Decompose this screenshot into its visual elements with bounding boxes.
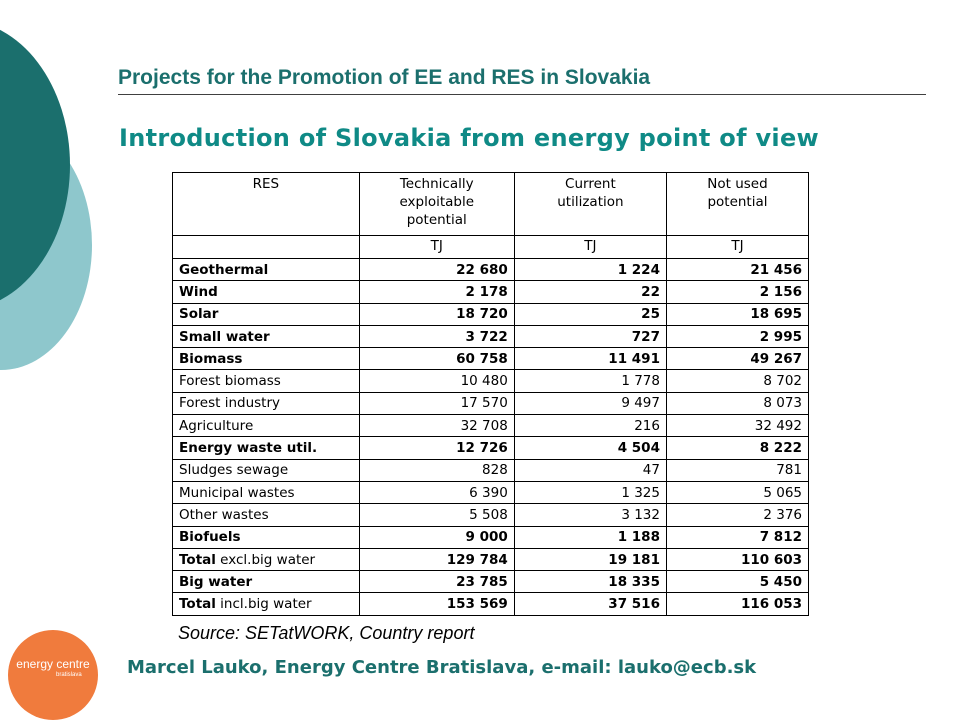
row-value: 11 491: [514, 348, 666, 370]
row-value: 22 680: [359, 259, 514, 281]
row-label-suffix: excl.big water: [215, 551, 316, 568]
row-label-text: Energy waste util.: [179, 440, 318, 457]
row-label-text: Forest biomass: [179, 373, 281, 390]
row-label-text: Biomass: [179, 350, 243, 367]
table-row: [173, 348, 809, 370]
source-note: Source: SETatWORK, Country report: [178, 623, 475, 643]
row-value: 18 720: [359, 303, 514, 325]
table-row: [173, 370, 809, 392]
table-row: [173, 593, 809, 615]
row-value: 4 504: [514, 437, 666, 459]
row-value: 9 497: [514, 392, 666, 414]
row-label-text: Total: [179, 596, 216, 613]
row-value: 1 224: [514, 259, 666, 281]
slide-header-title: Projects for the Promotion of EE and RES in Slovakia: [118, 66, 651, 89]
row-value: 6 390: [359, 481, 514, 503]
row-value: 23 785: [359, 571, 514, 593]
row-value: 8 073: [666, 392, 808, 414]
row-label: [173, 504, 360, 526]
row-value: 129 784: [359, 548, 514, 570]
row-label-text: Total: [179, 551, 216, 568]
table-row: [173, 303, 809, 325]
table-row: [173, 526, 809, 548]
units-cell: TJ: [359, 236, 514, 259]
row-value: 18 335: [514, 571, 666, 593]
row-value: 828: [359, 459, 514, 481]
column-header-line: utilization: [557, 194, 624, 210]
row-value: 116 053: [666, 593, 808, 615]
row-value: 5 065: [666, 481, 808, 503]
row-label: [173, 548, 360, 570]
row-label: [173, 281, 360, 303]
row-value: 8 222: [666, 437, 808, 459]
table-header-row: [173, 173, 809, 236]
row-label-text: Small water: [179, 328, 270, 345]
column-header-line: Not used: [707, 176, 768, 192]
row-value: 47: [514, 459, 666, 481]
row-label-text: Solar: [179, 306, 219, 323]
row-label: [173, 259, 360, 281]
row-value: 32 708: [359, 415, 514, 437]
table-row: [173, 481, 809, 503]
row-value: 1 188: [514, 526, 666, 548]
logo-text: energy centre: [16, 657, 90, 671]
row-value: 153 569: [359, 593, 514, 615]
units-cell: TJ: [514, 236, 666, 259]
row-value: 110 603: [666, 548, 808, 570]
row-label: [173, 348, 360, 370]
row-label-suffix: incl.big water: [215, 596, 312, 613]
row-value: 37 516: [514, 593, 666, 615]
row-label: [173, 370, 360, 392]
table-row: [173, 281, 809, 303]
row-label: [173, 437, 360, 459]
row-label: [173, 459, 360, 481]
header-divider: [118, 94, 926, 95]
row-value: 9 000: [359, 526, 514, 548]
row-label: [173, 481, 360, 503]
row-value: 2 178: [359, 281, 514, 303]
row-label-text: Wind: [179, 283, 218, 300]
row-value: 22: [514, 281, 666, 303]
row-label-text: Agriculture: [179, 417, 254, 434]
row-value: 25: [514, 303, 666, 325]
row-value: 5 450: [666, 571, 808, 593]
row-value: 2 156: [666, 281, 808, 303]
column-header-line: potential: [406, 212, 467, 228]
slide-subtitle: Introduction of Slovakia from energy point of view: [119, 124, 819, 152]
row-label: [173, 571, 360, 593]
energy-centre-logo: [8, 630, 98, 720]
row-value: 2 376: [666, 504, 808, 526]
logo-subtext: bratislava: [56, 672, 82, 678]
table-row: [173, 504, 809, 526]
row-value: 2 995: [666, 325, 808, 347]
table-units-row: [173, 236, 809, 259]
row-value: 12 726: [359, 437, 514, 459]
row-label: [173, 392, 360, 414]
row-value: 21 456: [666, 259, 808, 281]
row-label: [173, 325, 360, 347]
row-value: 5 508: [359, 504, 514, 526]
table-row: [173, 548, 809, 570]
row-value: 49 267: [666, 348, 808, 370]
row-label-text: Biofuels: [179, 529, 241, 546]
row-label: [173, 593, 360, 615]
table-row: [173, 392, 809, 414]
column-header-line: exploitable: [399, 194, 475, 210]
table-body: [173, 259, 809, 616]
footer-contact: Marcel Lauko, Energy Centre Bratislava, e-mail: lauko@ecb.sk: [127, 657, 757, 678]
column-header-technical-potential: [359, 173, 514, 236]
row-value: 18 695: [666, 303, 808, 325]
row-value: 8 702: [666, 370, 808, 392]
row-value: 216: [514, 415, 666, 437]
column-header-res-line: RES: [252, 176, 280, 192]
table-row: [173, 459, 809, 481]
row-value: 19 181: [514, 548, 666, 570]
row-value: 7 812: [666, 526, 808, 548]
units-cell: TJ: [666, 236, 808, 259]
column-header-current-utilization: [514, 173, 666, 236]
column-header-line: Current: [565, 176, 616, 192]
row-label-text: Forest industry: [179, 395, 281, 412]
table-row: [173, 571, 809, 593]
table-row: [173, 437, 809, 459]
row-label-text: Big water: [179, 573, 253, 590]
row-value: 32 492: [666, 415, 808, 437]
row-value: 1 325: [514, 481, 666, 503]
row-label: [173, 303, 360, 325]
res-potential-table: [172, 172, 809, 616]
table-row: [173, 259, 809, 281]
table-row: [173, 325, 809, 347]
row-value: 727: [514, 325, 666, 347]
column-header-line: potential: [707, 194, 768, 210]
row-label-text: Municipal wastes: [179, 484, 295, 501]
column-header-not-used-potential: [666, 173, 808, 236]
table-row: [173, 415, 809, 437]
row-label: [173, 526, 360, 548]
row-label-text: Other wastes: [179, 506, 269, 523]
row-value: 60 758: [359, 348, 514, 370]
row-value: 10 480: [359, 370, 514, 392]
units-cell-empty: [173, 236, 360, 259]
row-value: 17 570: [359, 392, 514, 414]
row-label-text: Sludges sewage: [179, 462, 289, 479]
row-value: 3 722: [359, 325, 514, 347]
row-value: 1 778: [514, 370, 666, 392]
column-header-res: [173, 173, 360, 236]
column-header-line: Technically: [399, 176, 474, 192]
row-value: 781: [666, 459, 808, 481]
row-label: [173, 415, 360, 437]
row-value: 3 132: [514, 504, 666, 526]
row-label-text: Geothermal: [179, 261, 269, 278]
